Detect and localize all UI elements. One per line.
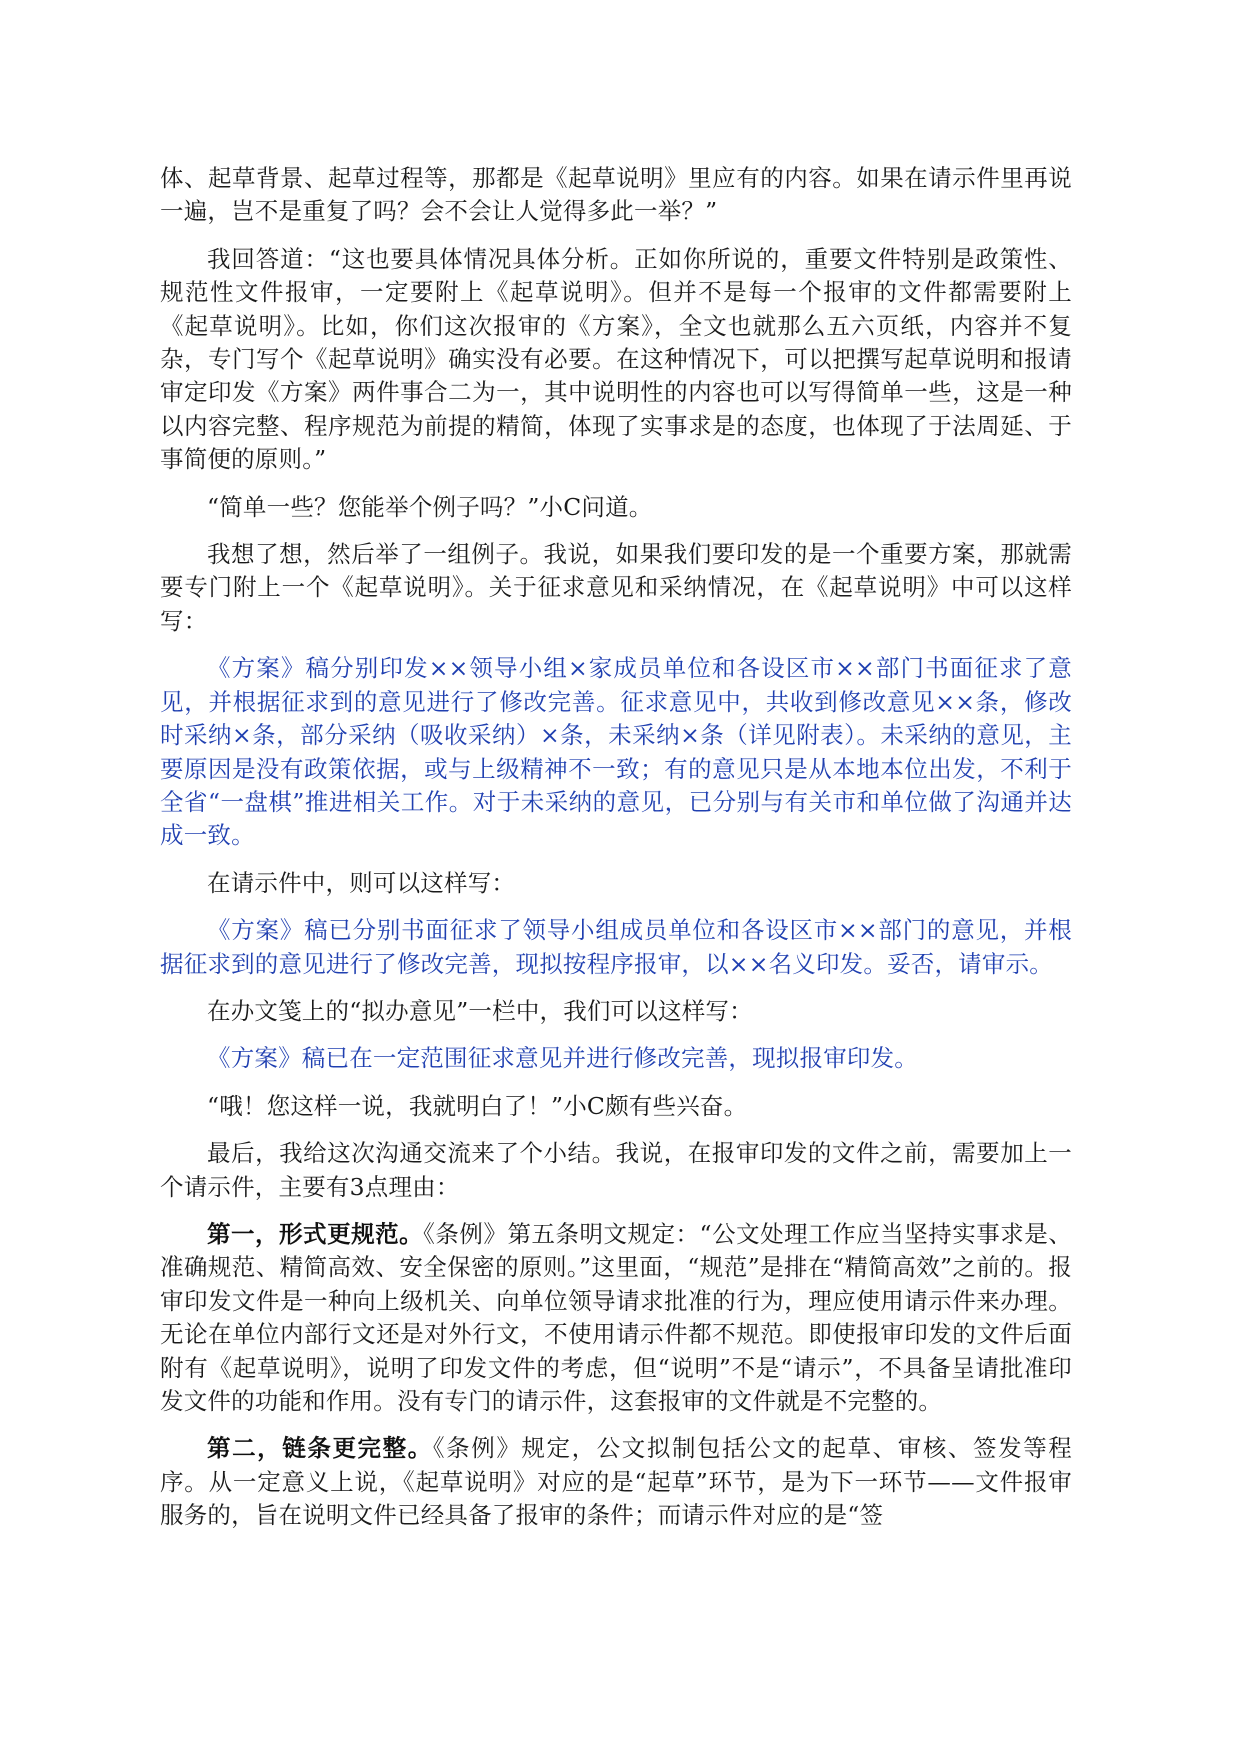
example-request: 《方案》稿已分别书面征求了领导小组成员单位和各设区市××部门的意见，并根据征求到的意见进行了修改完善，现拟按程序报审，以××名义印发。妥否，请审示。	[160, 916, 1072, 978]
paragraph-request-intro: 在请示件中，则可以这样写：	[207, 868, 516, 897]
paragraph-summary-intro: 最后，我给这次沟通交流来了个小结。我说，在报审印发的文件之前，需要加上一个请示件，主要有3点理由：	[160, 1139, 1072, 1201]
reason-two-text: 《条例》规定，公文拟制包括公文的起草、审核、签发等程序。从一定意义上说，《起草说明》对应的是“起草”环节，是为下一环节——文件报审服务的，旨在说明文件已经具备了报审的条件；而请示件对应的是“签	[160, 1434, 1072, 1530]
paragraph-question: “简单一些？您能举个例子吗？”小C问道。	[207, 492, 653, 521]
paragraph-reason-two	[160, 1432, 1072, 1532]
paragraph-reason-one	[160, 1218, 1072, 1418]
paragraph-answer: 我回答道：“这也要具体情况具体分析。正如你所说的，重要文件特别是政策性、规范性文件报审，一定要附上《起草说明》。但并不是每一个报审的文件都需要附上《起草说明》。比如，你们这次报审的《方案》，全文也就那么五六页纸，内容并不复杂，专门写个《起草说明》确实没有必要。在这种情况下，可以把撰写起草说明和报请审定印发《方案》两件事合二为一，其中说明性的内容也可以写得简单一些，这是一种以内容完整、程序规范为前提的精简，体现了实事求是的态度，也体现了于法周延、于事简便的原则。”	[160, 244, 1072, 474]
paragraph-intro-example: 我想了想，然后举了一组例子。我说，如果我们要印发的是一个重要方案，那就需要专门附上一个《起草说明》。关于征求意见和采纳情况，在《起草说明》中可以这样写：	[160, 540, 1072, 635]
reason-one-lead: 第一，形式更规范。	[207, 1219, 424, 1248]
document-page	[160, 162, 1072, 1547]
paragraph-opinion-intro: 在办文笺上的“拟办意见”一栏中，我们可以这样写：	[207, 996, 753, 1025]
paragraph-reaction: “哦！您这样一说，我就明白了！”小C颇有些兴奋。	[207, 1091, 748, 1120]
paragraph-continuation: 体、起草背景、起草过程等，那都是《起草说明》里应有的内容。如果在请示件里再说一遍，岂不是重复了吗？会不会让人觉得多此一举？”	[160, 164, 1072, 226]
reason-two-lead: 第二，链条更完整。	[207, 1434, 433, 1463]
example-opinion: 《方案》稿已在一定范围征求意见并进行修改完善，现拟报审印发。	[207, 1044, 918, 1073]
example-drafting-note: 《方案》稿分别印发××领导小组×家成员单位和各设区市××部门书面征求了意见，并根据征求到的意见进行了修改完善。征求意见中，共收到修改意见××条，修改时采纳×条，部分采纳（吸收采纳）×条，未采纳×条（详见附表）。未采纳的意见，主要原因是没有政策依据，或与上级精神不一致；有的意见只是从本地本位出发，不利于全省“一盘棋”推进相关工作。对于未采纳的意见，已分别与有关市和单位做了沟通并达成一致。	[160, 654, 1072, 850]
reason-one-text: 《条例》第五条明文规定：“公文处理工作应当坚持实事求是、准确规范、精简高效、安全保密的原则。”这里面，“规范”是排在“精简高效”之前的。报审印发文件是一种向上级机关、向单位领导请求批准的行为，理应使用请示件来办理。无论在单位内部行文还是对外行文，不使用请示件都不规范。即使报审印发的文件后面附有《起草说明》，说明了印发文件的考虑，但“说明”不是“请示”，不具备呈请批准印发文件的功能和作用。没有专门的请示件，这套报审的文件就是不完整的。	[160, 1219, 1072, 1415]
